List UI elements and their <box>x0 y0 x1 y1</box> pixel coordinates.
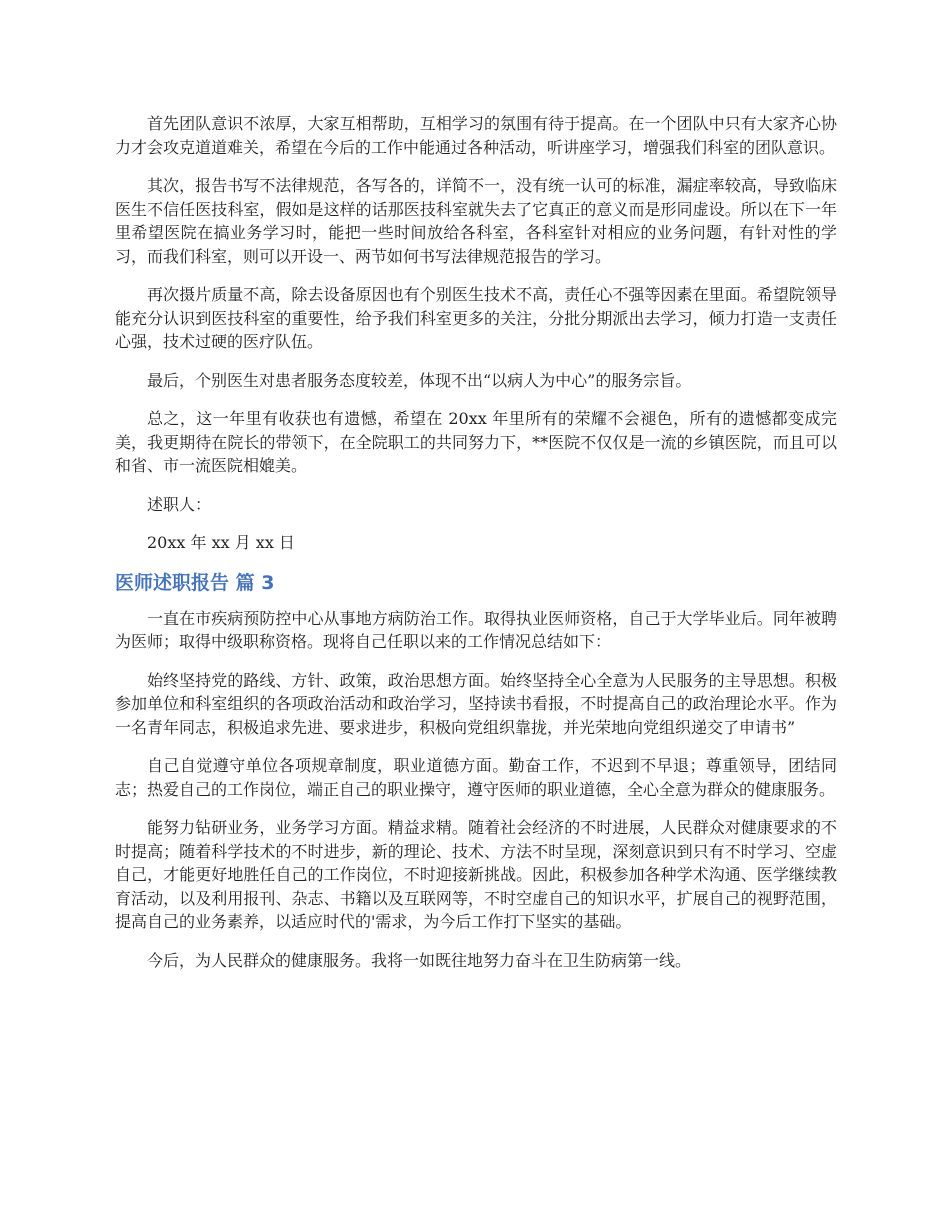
paragraph-film-quality: 再次摄片质量不高，除去设备原因也有个别医生技术不高，责任心不强等因素在里面。希望院领导能充分认识到医技科室的重要性，给予我们科室更多的关注，分批分期派出去学习，倾力打造一支责任心强，技术过硬的医疗队伍。 <box>115 285 837 351</box>
section-heading: 医师述职报告 篇 3 <box>115 571 275 594</box>
paragraph-political: 始终坚持党的路线、方针、政策，政治思想方面。始终坚持全心全意为人民服务的主导思想。积极参加单位和科室组织的各项政治活动和政治学习，坚持读书看报，不时提高自己的政治理论水平。作为一名青年同志，积极追求先进、要求进步，积极向党组织靠拢，并光荣地向党组织递交了申请书” <box>115 670 837 737</box>
paragraph-ethics: 自己自觉遵守单位各项规章制度，职业道德方面。勤奋工作，不迟到不早退；尊重领导，团结同志；热爱自己的工作岗位，端正自己的职业操守，遵守医师的职业道德，全心全意为群众的健康服务。 <box>115 756 837 799</box>
paragraph-report-standards: 其次，报告书写不法律规范，各写各的，详简不一，没有统一认可的标准，漏症率较高，导致临床医生不信任医技科室，假如是这样的话那医技科室就失去了它真正的意义而是形同虚设。所以在下一年里希望医院在搞业务学习时，能把一些时间放给各科室，各科室针对相应的业务问题，有针对性的学习，而我们科室，则可以开设一、两节如何书写法律规范报告的学习。 <box>115 176 837 266</box>
paragraph-future: 今后，为人民群众的健康服务。我将一如既往地努力奋斗在卫生防病第一线。 <box>147 950 692 970</box>
document-page <box>115 112 837 987</box>
paragraph-service-attitude: 最后，个别医生对患者服务态度较差，体现不出“以病人为中心”的服务宗旨。 <box>147 370 692 390</box>
report-date: 20xx 年 xx 月 xx 日 <box>147 533 295 552</box>
paragraph-conclusion: 总之，这一年里有收获也有遗憾，希望在 20xx 年里所有的荣耀不会褪色，所有的遗憾都变成完美，我更期待在院长的带领下，在全院职工的共同努力下，**医院不仅仅是一流的乡镇医院，而且可以和省、市一流医院相媲美。 <box>115 409 837 475</box>
reporter-label: 述职人： <box>147 494 212 514</box>
paragraph-professional-study: 能努力钻研业务，业务学习方面。精益求精。随着社会经济的不时进展，人民群众对健康要求的不时提高；随着科学技术的不时进步，新的理论、技术、方法不时呈现，深刻意识到只有不时学习、空虚自己，才能更好地胜任自己的工作岗位，不时迎接新挑战。因此，积极参加各种学术沟通、医学继续教育活动，以及利用报刊、杂志、书籍以及互联网等，不时空虚自己的知识水平，扩展自己的视野范围，提高自己的业务素养，以适应时代的'需求，为今后工作打下坚实的基础。 <box>115 818 837 931</box>
paragraph-team-awareness: 首先团队意识不浓厚，大家互相帮助，互相学习的氛围有待于提高。在一个团队中只有大家齐心协力才会攻克道道难关，希望在今后的工作中能通过各种活动，听讲座学习，增强我们科室的团队意识。 <box>115 114 837 157</box>
paragraph-intro: 一直在市疾病预防控中心从事地方病防治工作。取得执业医师资格，自己于大学毕业后。同年被聘为医师；取得中级职称资格。现将自己任职以来的工作情况总结如下： <box>115 608 837 651</box>
